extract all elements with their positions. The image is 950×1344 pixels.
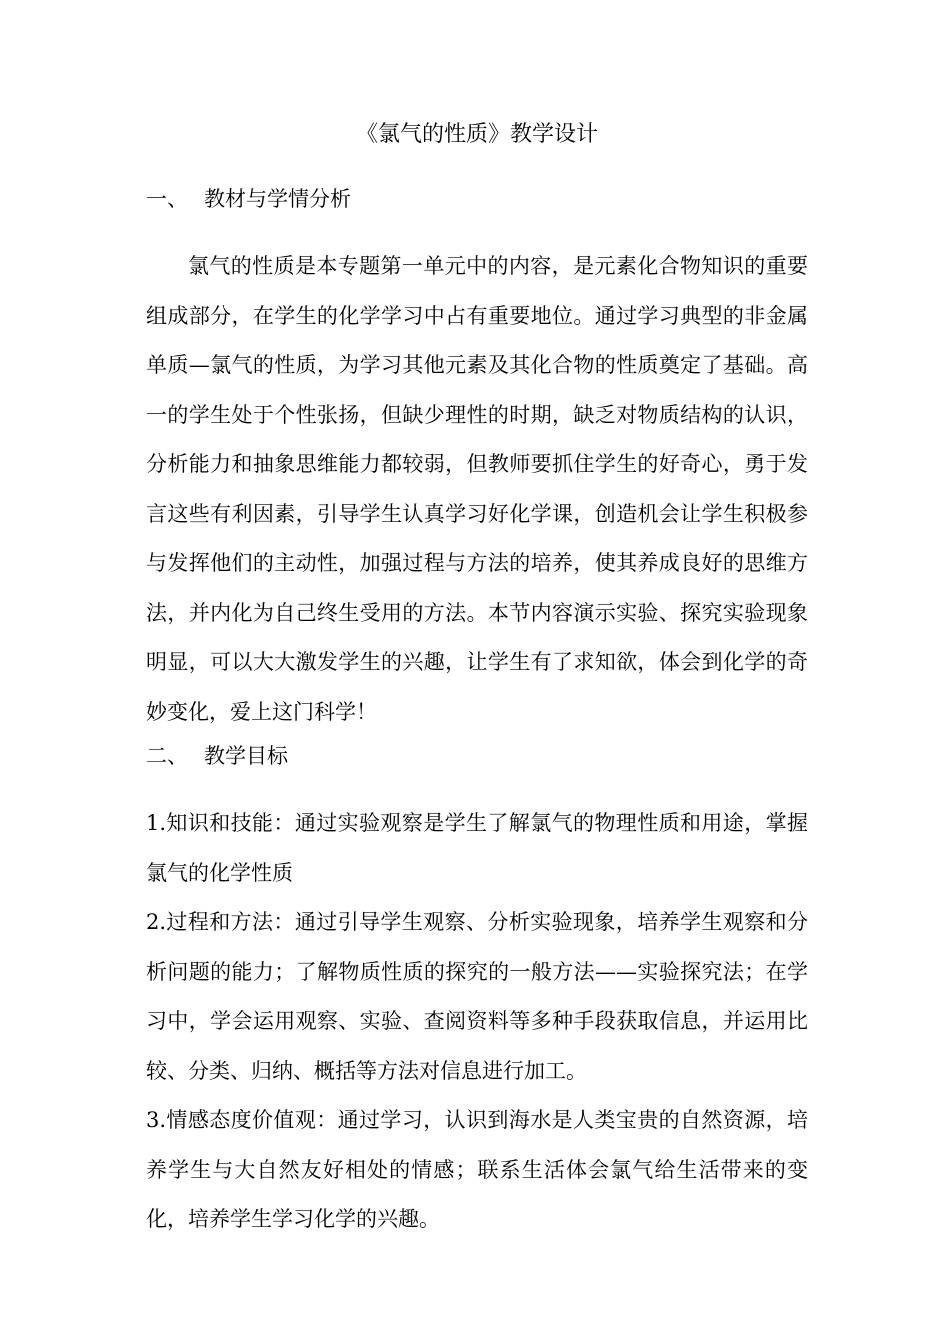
document-title: 《氯气的性质》教学设计	[355, 122, 598, 147]
objective-item-3: 3.情感态度价值观：通过学习，认识到海水是人类宝贵的自然资源，培养学生与大自然友好相处的情感；联系生活体会氯气给生活带来的变化，培养学生学习化学的兴趣。	[146, 1108, 808, 1231]
section-number: 一、	[146, 187, 188, 211]
section-title: 教材与学情分析	[204, 187, 351, 211]
section-title: 教学目标	[204, 744, 288, 768]
objective-item-2: 2.过程和方法：通过引导学生观察、分析实验现象，培养学生观察和分析问题的能力；了解物质性质的探究的一般方法——实验探究法；在学习中，学会运用观察、实验、查阅资料等多种手段获取信息，并运用比较、分类、归纳、概括等方法对信息进行加工。	[146, 910, 808, 1083]
section-number: 二、	[146, 744, 188, 768]
analysis-paragraph: 氯气的性质是本专题第一单元中的内容，是元素化合物知识的重要组成部分，在学生的化学学习中占有重要地位。通过学习典型的非金属单质—氯气的性质，为学习其他元素及其化合物的性质奠定了基础。高一的学生处于个性张扬，但缺少理性的时期，缺乏对物质结构的认识，分析能力和抽象思维能力都较弱，但教师要抓住学生的好奇心，勇于发言这些有利因素，引导学生认真学习好化学课，创造机会让学生积极参与发挥他们的主动性，加强过程与方法的培养，使其养成良好的思维方法，并内化为自己终生受用的方法。本节内容演示实验、探究实验现象明显，可以大大激发学生的兴趣，让学生有了求知欲，体会到化学的奇妙变化，爱上这门科学！	[146, 254, 808, 724]
objective-item-1: 1.知识和技能：通过实验观察是学生了解氯气的物理性质和用途，掌握氯气的化学性质	[146, 811, 808, 885]
section-heading-1	[146, 180, 808, 218]
section-heading-2	[146, 737, 808, 775]
document-page	[146, 116, 808, 1245]
